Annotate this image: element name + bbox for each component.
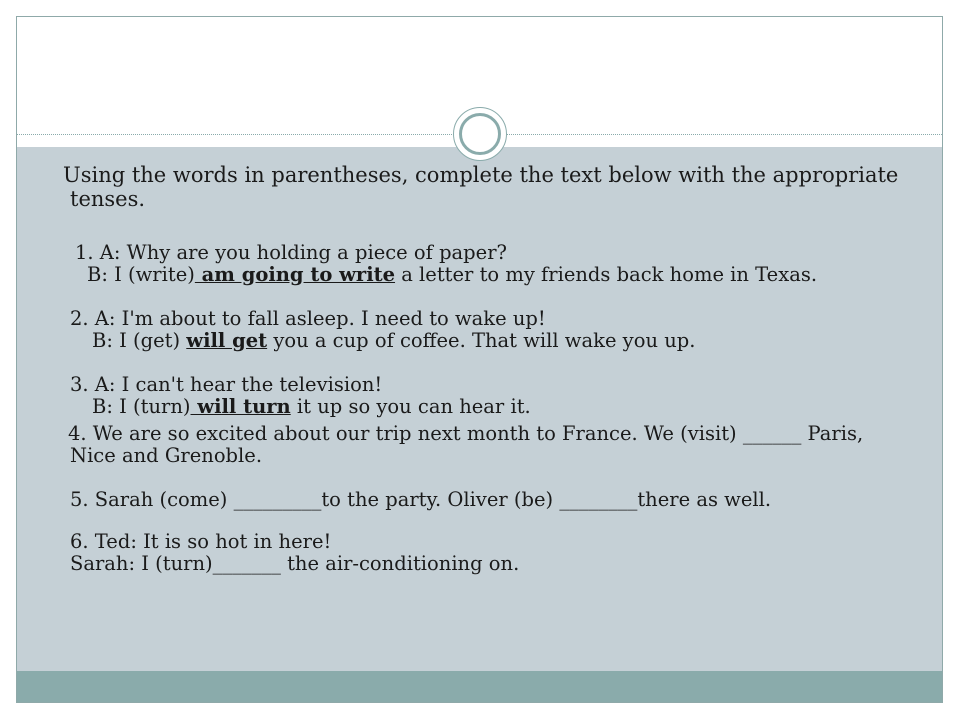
instruction-line-1: Using the words in parentheses, complete the text below with the appropriate (63, 163, 899, 187)
instruction-line-2: tenses. (70, 187, 146, 211)
item-3-prompt: B: I (turn) (92, 395, 191, 418)
item-1-answer: am going to write (194, 263, 396, 286)
decorative-ring-inner-icon (459, 113, 501, 155)
item-2-answer-line (92, 330, 695, 352)
item-3-rest: it up so you can hear it. (290, 395, 531, 418)
item-2-prompt: B: I (get) (92, 329, 187, 352)
item-2-question: 2. A: I'm about to fall asleep. I need to wake up! (70, 307, 546, 330)
footer-bar (17, 671, 942, 702)
item-1-answer-line (87, 264, 817, 286)
item-5-line: 5. Sarah (come) _________to the party. Oliver (be) ________there as well. (70, 488, 772, 511)
item-3-answer-line (92, 396, 531, 418)
item-1-rest: a letter to my friends back home in Texas. (395, 263, 818, 286)
item-4-line-1: 4. We are so excited about our trip next month to France. We (visit) ______ Paris, (68, 422, 864, 445)
item-3-answer: will turn (190, 395, 291, 418)
item-1-question: 1. A: Why are you holding a piece of paper? (75, 241, 507, 264)
item-3-question: 3. A: I can't hear the television! (70, 373, 383, 396)
item-2-rest: you a cup of coffee. That will wake you up. (267, 329, 696, 352)
item-2-answer: will get (186, 329, 268, 352)
item-6-line-2: Sarah: I (turn)_______ the air-conditioning on. (70, 552, 520, 575)
item-6-line-1: 6. Ted: It is so hot in here! (70, 530, 332, 553)
item-4-line-2: Nice and Grenoble. (70, 444, 263, 467)
item-1-prompt: B: I (write) (87, 263, 195, 286)
